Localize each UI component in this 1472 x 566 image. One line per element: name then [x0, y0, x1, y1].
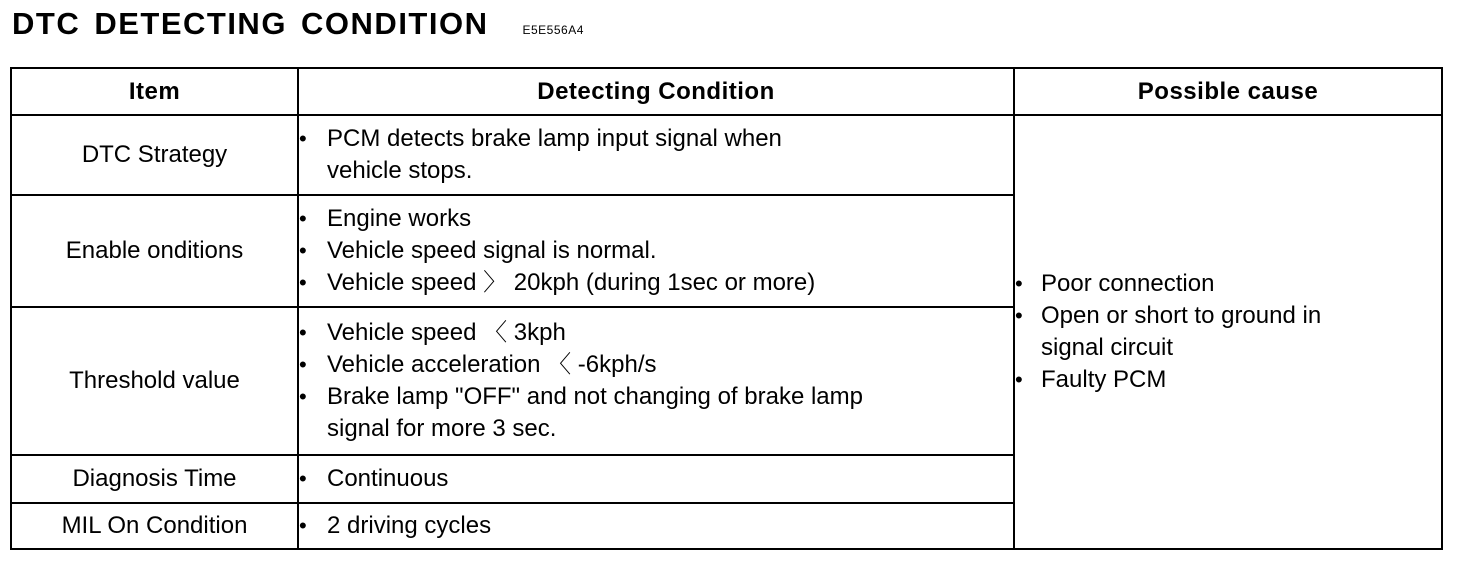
header-detecting-condition: Detecting Condition: [298, 68, 1014, 115]
row-conditions-dtc-strategy: [298, 115, 1014, 195]
row-item-dtc-strategy: DTC Strategy: [11, 115, 298, 195]
list-item: • Vehicle speed 〈 3kph: [299, 317, 889, 349]
list-item: • Vehicle acceleration 〈 -6kph/s: [299, 349, 889, 381]
list-item: • Continuous: [299, 463, 1013, 495]
row-conditions-diagnosis-time: [298, 455, 1014, 503]
condition-list: [299, 317, 889, 445]
title-row: [12, 2, 584, 46]
condition-list: [299, 510, 1013, 542]
list-item: • Poor connection: [1015, 268, 1345, 300]
table-row: [11, 115, 1442, 195]
page-title: DTC DETECTING CONDITION: [12, 6, 489, 41]
condition-list: [299, 123, 859, 187]
list-item: • Brake lamp "OFF" and not changing of brake lamp signal for more 3 sec.: [299, 381, 889, 445]
header-possible-cause: Possible cause: [1014, 68, 1442, 115]
row-item-mil-on-condition: MIL On Condition: [11, 503, 298, 549]
list-item: • 2 driving cycles: [299, 510, 1013, 542]
row-item-diagnosis-time: Diagnosis Time: [11, 455, 298, 503]
row-conditions-mil-on-condition: [298, 503, 1014, 549]
row-conditions-enable-conditions: [298, 195, 1014, 307]
list-item: • PCM detects brake lamp input signal when vehicle stops.: [299, 123, 859, 187]
cause-list: [1015, 268, 1345, 396]
header-item: Item: [11, 68, 298, 115]
list-item: • Open or short to ground in signal circuit: [1015, 300, 1345, 364]
row-item-threshold-value: Threshold value: [11, 307, 298, 455]
possible-cause-cell: [1014, 115, 1442, 549]
list-item: • Faulty PCM: [1015, 364, 1345, 396]
condition-list: [299, 203, 1013, 299]
dtc-condition-table: [10, 67, 1443, 550]
document-code: E5E556A4: [522, 23, 584, 37]
list-item: • Vehicle speed 〉 20kph (during 1sec or more): [299, 267, 1013, 299]
row-item-enable-conditions: Enable onditions: [11, 195, 298, 307]
table-header-row: [11, 68, 1442, 115]
row-conditions-threshold-value: [298, 307, 1014, 455]
list-item: • Vehicle speed signal is normal.: [299, 235, 1013, 267]
condition-list: [299, 463, 1013, 495]
list-item: • Engine works: [299, 203, 1013, 235]
